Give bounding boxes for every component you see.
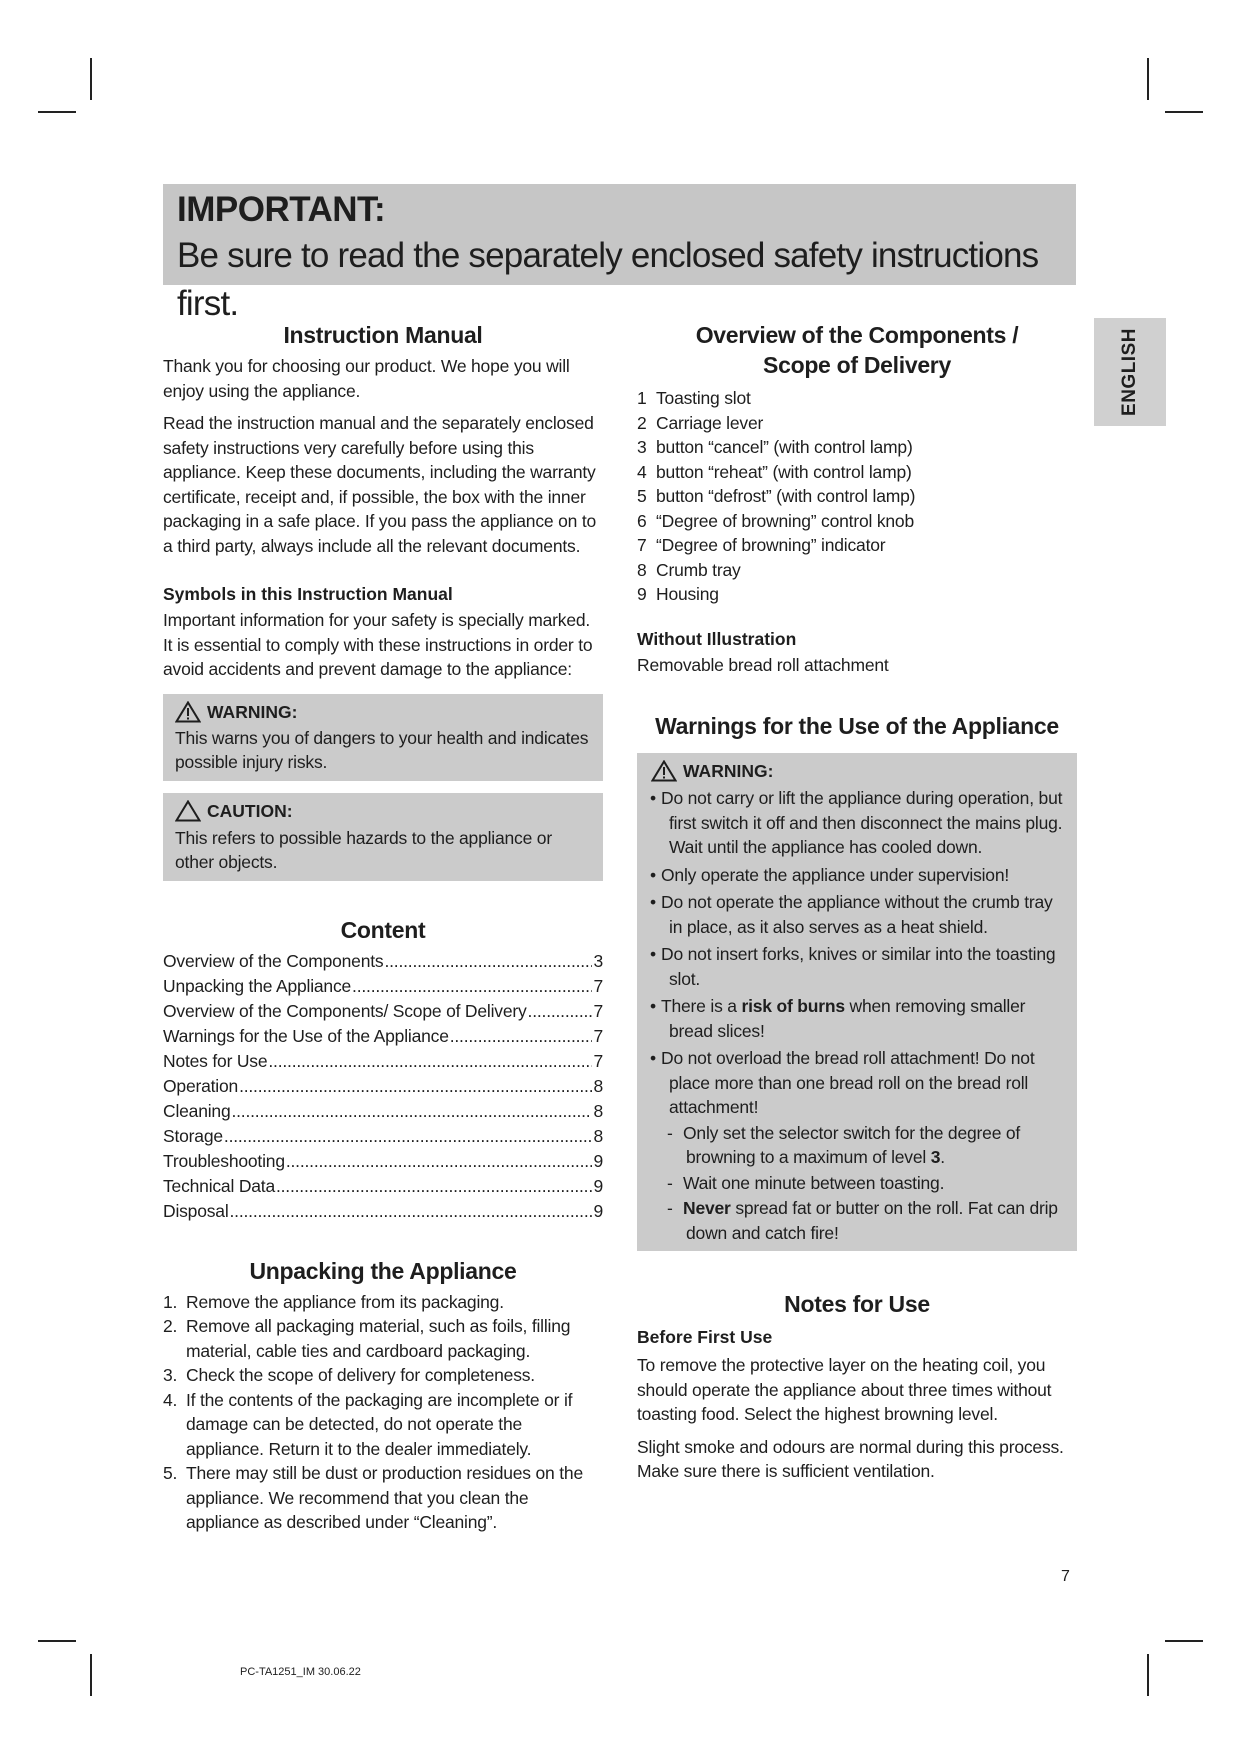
caution-triangle-icon xyxy=(175,800,201,822)
footer-code: PC-TA1251_IM 30.06.22 xyxy=(240,1666,361,1678)
crop-mark xyxy=(1147,1654,1149,1696)
unpacking-heading: Unpacking the Appliance xyxy=(249,1257,517,1284)
warnings-heading: Warnings for the Use of the Appliance xyxy=(655,713,1059,739)
toc-row[interactable]: Overview of the Components/ Scope of Delivery ..... 7 xyxy=(163,999,603,1024)
list-item: 7 “Degree of browning” indicator xyxy=(637,535,886,555)
right-column xyxy=(637,320,1077,1484)
toc-row[interactable]: Notes for Use ..... 7 xyxy=(163,1049,603,1074)
warning-bullet: • Do not insert forks, knives or similar into the toasting slot. xyxy=(650,944,1056,989)
unpacking-steps xyxy=(163,1290,603,1535)
components-list xyxy=(637,386,1077,607)
list-item: 2. Remove all packaging material, such as foils, filling material, cable ties and cardboard packaging. xyxy=(163,1316,571,1361)
warning-sub-item: - Only set the selector switch for the degree of browning to a maximum of level 3. xyxy=(667,1122,1021,1167)
without-illustration-heading: Without Illustration xyxy=(637,628,797,649)
warning-text: This warns you of dangers to your health and indicates possible injury risks. xyxy=(175,727,589,772)
list-item: 4. If the contents of the packaging are incomplete or if damage can be detected, do not operate the appliance. Return it to the dealer immediately. xyxy=(163,1389,573,1459)
warning-sub-item: - Wait one minute between toasting. xyxy=(667,1172,945,1193)
toc-row[interactable]: Storage ..... 8 xyxy=(163,1124,603,1149)
warning-bullet: • Do not overload the bread roll attachment! Do not place more than one bread roll on the bread roll attachment! xyxy=(650,1048,1035,1117)
toc-row[interactable]: Unpacking the Appliance ..... 7 xyxy=(163,974,603,999)
toc-row[interactable]: Operation ..... 8 xyxy=(163,1074,603,1099)
toc-row[interactable]: Warnings for the Use of the Appliance ..... 7 xyxy=(163,1024,603,1049)
table-of-contents xyxy=(163,949,603,1224)
symbols-heading: Symbols in this Instruction Manual xyxy=(163,584,453,604)
crop-mark xyxy=(1147,58,1149,100)
notes-heading: Notes for Use xyxy=(784,1291,930,1317)
warning-sub-item: - Never spread fat or butter on the roll. Fat can drip down and catch fire! xyxy=(667,1198,1058,1243)
crop-mark xyxy=(38,111,76,113)
list-item: 6 “Degree of browning” control knob xyxy=(637,510,914,531)
list-item: 2 Carriage lever xyxy=(637,412,764,433)
list-item: 3 button “cancel” (with control lamp) xyxy=(637,437,913,457)
symbols-text: Important information for your safety is specially marked. It is essential to comply with these instructions in order to avoid accidents and prevent damage to the appliance: xyxy=(163,610,593,679)
warnings-box xyxy=(637,753,1077,1251)
crop-mark xyxy=(38,1640,76,1642)
warnings-label: WARNING: xyxy=(683,761,774,781)
manual-intro: Thank you for choosing our product. We hope you will enjoy using the appliance. xyxy=(163,356,570,401)
caution-text: This refers to possible hazards to the appliance or other objects. xyxy=(175,827,552,872)
warning-bullet: • Do not carry or lift the appliance during operation, but first switch it off and then disconnect the mains plug. Wait until the appliance has cooled down. xyxy=(650,788,1063,857)
list-item: 9 Housing xyxy=(637,584,719,604)
warning-label: WARNING: xyxy=(207,701,298,722)
list-item: 1 Toasting slot xyxy=(637,388,751,408)
warning-bullet: • There is a risk of burns when removing smaller bread slices! xyxy=(650,996,1026,1041)
crop-mark xyxy=(1165,1640,1203,1642)
list-item: 4 button “reheat” (with control lamp) xyxy=(637,461,912,482)
overview-heading-line1: Overview of the Components / xyxy=(695,322,1019,348)
warning-bullet: • Only operate the appliance under supervision! xyxy=(650,864,1010,885)
overview-heading-line2: Scope of Delivery xyxy=(763,352,951,378)
crop-mark xyxy=(90,1654,92,1696)
crop-mark xyxy=(1165,111,1203,113)
notes-text-2: Slight smoke and odours are normal during this process. Make sure there is sufficient ventilation. xyxy=(637,1436,1064,1481)
page-number: 7 xyxy=(1061,1568,1070,1585)
toc-row[interactable]: Overview of the Components ..... 3 xyxy=(163,949,603,974)
before-first-use-heading: Before First Use xyxy=(637,1327,773,1347)
caution-notice xyxy=(163,793,603,881)
notes-text-1: To remove the protective layer on the heating coil, you should operate the appliance about three times without toasting food. Select the highest browning level. xyxy=(637,1355,1052,1424)
list-item: 1. Remove the appliance from its packaging. xyxy=(163,1291,504,1312)
instruction-manual-heading: Instruction Manual xyxy=(283,322,483,348)
crop-mark xyxy=(90,58,92,100)
content-heading: Content xyxy=(340,916,426,943)
list-item: 3. Check the scope of delivery for completeness. xyxy=(163,1365,535,1385)
warning-triangle-icon xyxy=(175,701,201,723)
list-item: 8 Crumb tray xyxy=(637,559,741,580)
list-item: 5 button “defrost” (with control lamp) xyxy=(637,486,916,506)
manual-read-text: Read the instruction manual and the separately enclosed safety instructions very carefully before using this appliance. Keep these documents, including the warranty certificate, receipt and, if possible, the box with the inner packaging in a safe place. If you pass the appliance on to a third party, always include all the relevant documents. xyxy=(163,413,597,556)
toc-row[interactable]: Disposal ..... 9 xyxy=(163,1199,603,1224)
warning-triangle-icon xyxy=(651,760,677,782)
list-item: 5. There may still be dust or production residues on the appliance. We recommend that you clean the appliance as described under “Cleaning”. xyxy=(163,1463,583,1532)
without-illustration-text: Removable bread roll attachment xyxy=(637,654,889,675)
important-text: Be sure to read the separately enclosed safety instructions first. xyxy=(177,236,1039,323)
important-title: IMPORTANT: xyxy=(177,190,386,229)
caution-label: CAUTION: xyxy=(207,800,293,821)
toc-row[interactable]: Troubleshooting ..... 9 xyxy=(163,1149,603,1174)
warning-bullet: • Do not operate the appliance without the crumb tray in place, as it also serves as a heat shield. xyxy=(650,892,1053,937)
toc-row[interactable]: Technical Data ..... 9 xyxy=(163,1174,603,1199)
language-tab xyxy=(1094,318,1166,426)
language-tab-label: ENGLISH xyxy=(1119,328,1140,416)
warning-notice xyxy=(163,694,603,781)
important-banner xyxy=(163,184,1076,323)
toc-row[interactable]: Cleaning ..... 8 xyxy=(163,1099,603,1124)
left-column xyxy=(163,320,603,1535)
